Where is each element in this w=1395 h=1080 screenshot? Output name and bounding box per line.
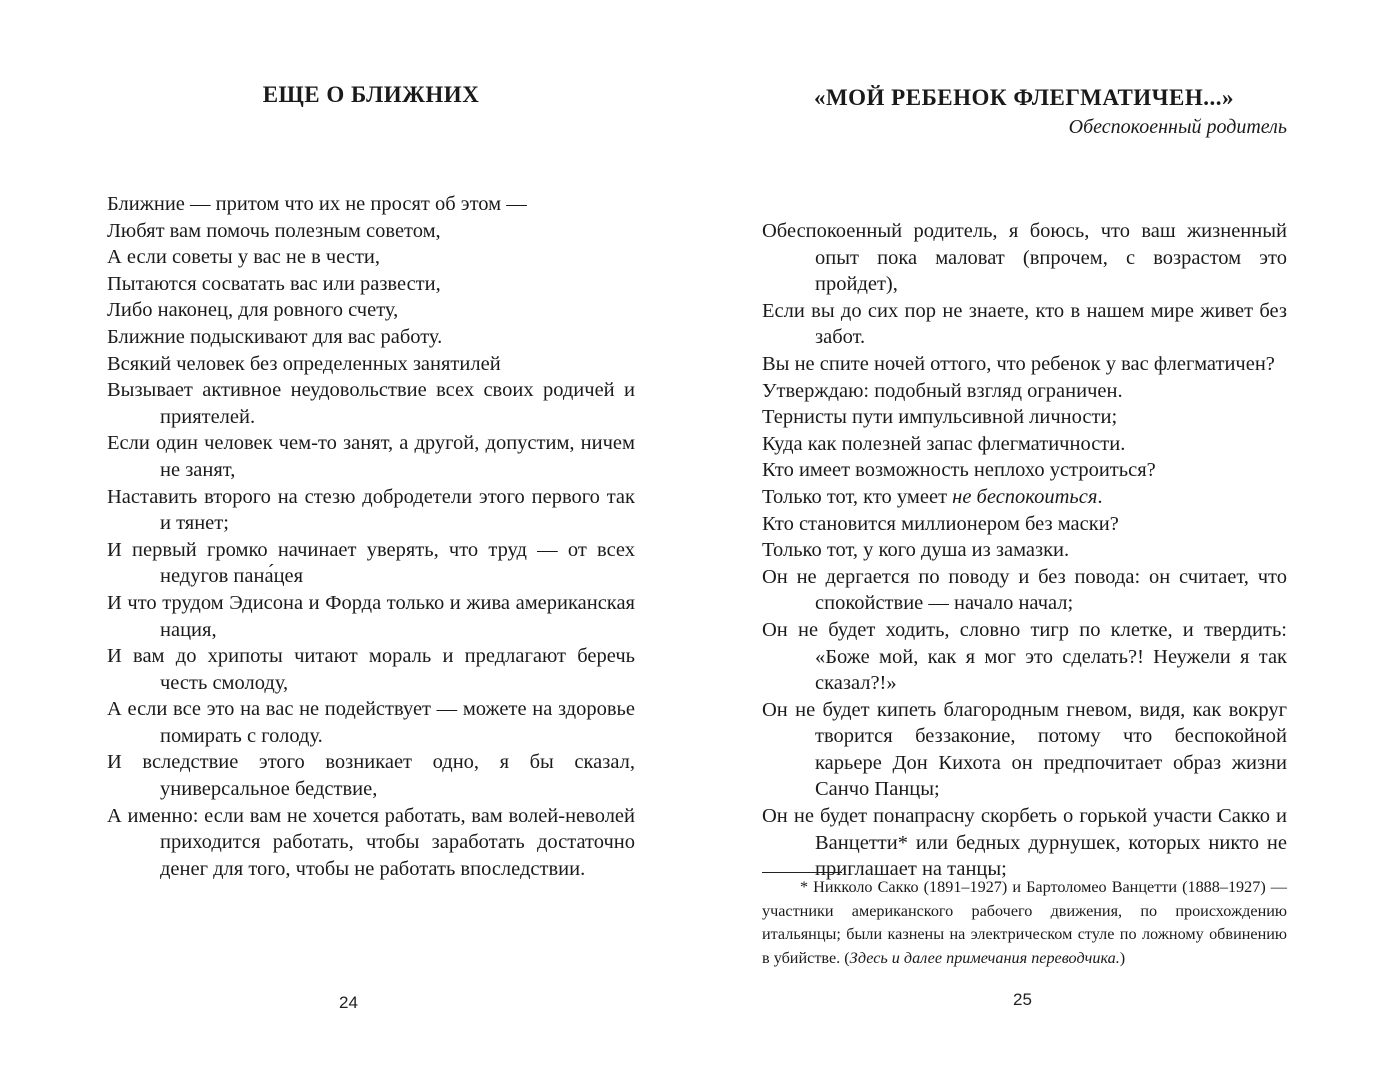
poem-line: Кто становится миллионером без маски? [762,512,1119,535]
footnote-tail: ) [1119,948,1126,967]
poem-line: И вам до хрипоты читают мораль и предлагают беречь честь смолоду, [107,645,635,694]
poem-body [107,191,635,882]
poem-line: Если вы до сих пор не знаете, кто в нашем мире живет без забот. [762,299,1287,349]
poem-line: Он не дергается по поводу и без повода: он считает, что спокойствие — начало начал; [762,565,1287,615]
poem-line: Наставить второго на стезю добродетели этого первого так и тянет; [107,485,635,535]
poem-line: Утверждаю: подобный взгляд ограничен. [762,379,1123,402]
page-number: 25 [1013,990,1032,1009]
footnote-text: * Никколо Сакко (1891–1927) и Бартоломео Ванцетти (1888–1927) — участники американского рабочего движения, по происхождению итальянцы; были казнены на электрическом стуле по ложному обвинению в убийстве. ( [762,878,1287,967]
poem-line: Обеспокоенный родитель, я боюсь, что ваш жизненный опыт пока маловат (впрочем, с возрастом это пройдет), [762,220,1287,296]
footnote-divider [762,872,842,873]
poem-line: Он не будет кипеть благородным гневом, видя, как вокруг творится беззаконие, потому что беспокойной карьере Дон Кихота он предпочитает образ жизни Санчо Панцы; [762,698,1287,801]
poem-title: ЕЩЕ О БЛИЖНИХ [262,82,480,107]
poem-body [762,218,1287,883]
line-tail: . [1097,485,1103,508]
poem-line: А если все это на вас не подействует — можете на здоровье помирать с голоду. [107,698,635,747]
poem-line: Ближние подыскивают для вас работу. [107,325,443,348]
poem-line: Только тот, у кого душа из замазки. [762,539,1070,562]
poem-line: А если советы у вас не в чести, [107,246,381,269]
poem-line: Кто имеет возможность неплохо устроиться? [762,459,1156,482]
left-page [0,0,697,1080]
page-number: 24 [339,993,358,1012]
footnote-emphasis: Здесь и далее примечания переводчика. [849,948,1120,967]
poem-line [762,484,1287,511]
poem-line: Ближние — притом что их не просят об этом — [107,193,527,215]
poem-line: Пытаются сосватать вас или развести, [107,272,441,295]
poem-line: Он не будет ходить, словно тигр по клетке, и твердить: «Боже мой, как я мог это сделать?! Неужели я так сказал?!» [762,618,1287,695]
poem-line: А именно: если вам не хочется работать, вам волей-неволей приходится работать, чтобы заработать достаточно денег для того, чтобы не работать впоследствии. [107,804,635,880]
poem-line: Он не будет понапрасну скорбеть о горькой участи Сакко и Ванцетти* или бедных дурнушек, которых никто не приглашает на танцы; [762,805,1287,881]
poem-line: Вы не спите ночей оттого, что ребенок у вас флегматичен? [762,352,1275,375]
poem-line: Если один человек чем-то занят, а другой, допустим, ничем не занят, [107,432,635,481]
poem-line: Всякий человек без определенных занятилей [107,352,501,375]
poem-line: Любят вам помочь полезным советом, [107,219,441,242]
poem-line: Тернисты пути импульсивной личности; [762,406,1118,429]
emphasis-text: не беспокоиться [952,485,1098,508]
poem-line: И что трудом Эдисона и Форда только и жива американская нация, [107,591,635,641]
poem-line: И первый громко начинает уверять, что труд — от всех недугов пана́цея [107,538,635,588]
poem-line: Либо наконец, для ровного счету, [107,299,399,322]
poem-line: Куда как полезней запас флегматичности. [762,432,1126,455]
line-text: Только тот, кто умеет [762,485,953,508]
poem-title: «МОЙ РЕБЕНОК ФЛЕГМАТИЧЕН...» [813,85,1235,110]
footnote [762,876,1287,970]
poem-line: И вследствие этого возникает одно, я бы сказал, универсальное бедствие, [107,751,635,801]
right-page [697,0,1395,1080]
epigraph: Обеспокоенный родитель [1068,116,1287,138]
poem-line: Вызывает активное неудовольствие всех своих родичей и приятелей. [107,379,635,428]
